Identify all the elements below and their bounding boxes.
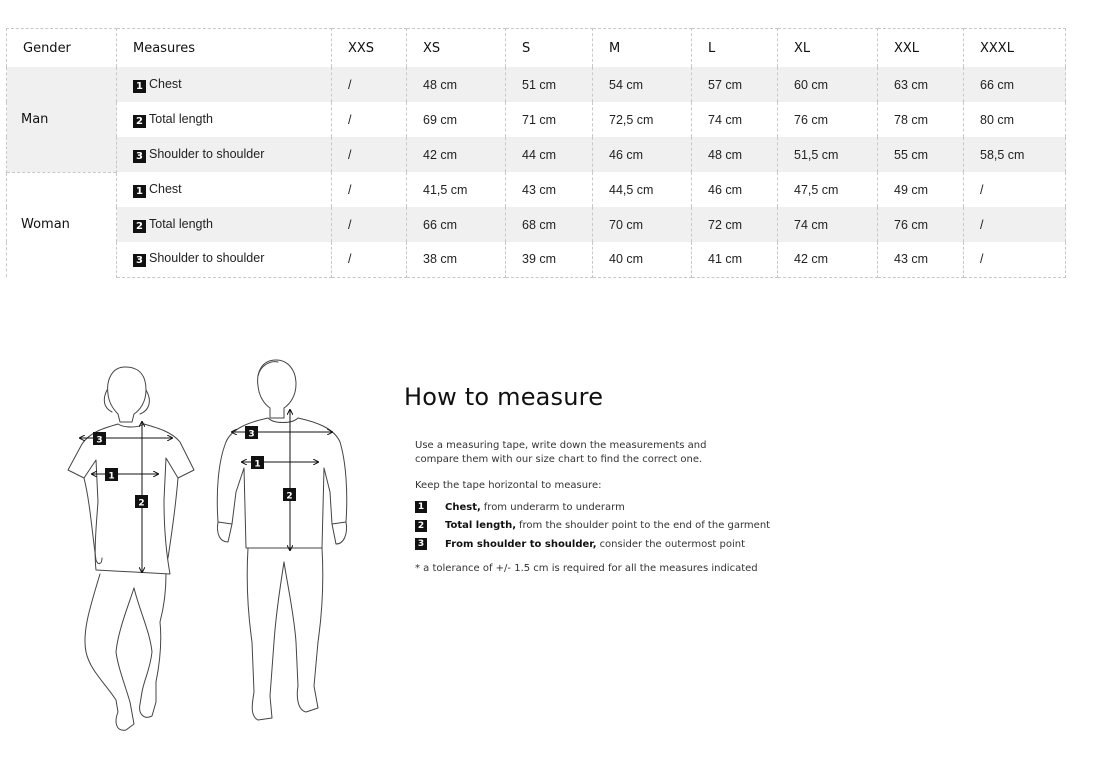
number-badge: 3: [133, 254, 146, 267]
table-cell: 43 cm: [878, 242, 964, 277]
table-cell: 38 cm: [407, 242, 506, 277]
number-badge: 2: [415, 520, 427, 532]
table-row: [7, 207, 1066, 242]
table-cell: 68 cm: [506, 207, 593, 242]
keep-horizontal-text: Keep the tape horizontal to measure:: [415, 480, 602, 491]
man-badge-2: [283, 488, 296, 502]
table-cell: 41,5 cm: [407, 172, 506, 207]
how-to-measure-section: [404, 383, 824, 576]
header-size-m: M: [593, 29, 692, 68]
tolerance-note: * a tolerance of +/- 1.5 cm is required for all the measures indicated: [415, 562, 758, 574]
header-size-xs: XS: [407, 29, 506, 68]
measure-name: Total length: [149, 111, 213, 126]
header-size-xxxl: XXXL: [964, 29, 1066, 68]
measurement-illustration: [60, 352, 360, 742]
table-cell: 78 cm: [878, 102, 964, 137]
table-cell: 60 cm: [778, 67, 878, 102]
instruction-term: Total length,: [445, 520, 516, 532]
woman-badge-2: [135, 495, 148, 509]
man-figure: [217, 360, 346, 720]
instruction-desc: consider the outermost point: [599, 538, 746, 550]
table-header-row: [7, 29, 1066, 68]
measure-name: Chest: [149, 181, 182, 196]
table-cell: 54 cm: [593, 67, 692, 102]
table-cell: 80 cm: [964, 102, 1066, 137]
measure-name: Chest: [149, 76, 182, 91]
man-badge-1: [251, 456, 264, 470]
measure-name: Shoulder to shoulder: [149, 251, 265, 266]
svg-text:3: 3: [96, 435, 103, 446]
table-row: [7, 137, 1066, 172]
table-cell: /: [964, 242, 1066, 277]
table-cell: 46 cm: [692, 172, 778, 207]
table-cell: /: [332, 137, 407, 172]
header-size-xxl: XXL: [878, 29, 964, 68]
number-badge: 1: [133, 80, 146, 93]
svg-text:3: 3: [248, 429, 255, 440]
table-cell: 57 cm: [692, 67, 778, 102]
woman-figure: [68, 367, 194, 730]
table-cell: 74 cm: [778, 207, 878, 242]
number-badge: 3: [133, 150, 146, 163]
table-cell: 46 cm: [593, 137, 692, 172]
instruction-desc: from underarm to underarm: [483, 501, 625, 513]
gender-man: Man: [7, 67, 117, 172]
intro-line: compare them with our size chart to find the correct one.: [415, 454, 703, 465]
measure-label: [117, 102, 332, 137]
table-cell: 69 cm: [407, 102, 506, 137]
instruction-item-chest: [415, 498, 824, 517]
header-size-l: L: [692, 29, 778, 68]
table-cell: 43 cm: [506, 172, 593, 207]
how-to-measure-body: [404, 439, 824, 576]
header-size-s: S: [506, 29, 593, 68]
table-cell: 44 cm: [506, 137, 593, 172]
table-row: [7, 172, 1066, 207]
table-cell: /: [332, 172, 407, 207]
man-badge-3: [245, 426, 258, 440]
header-size-xl: XL: [778, 29, 878, 68]
header-measures: Measures: [117, 29, 332, 68]
intro-text: [415, 439, 824, 467]
table-cell: 49 cm: [878, 172, 964, 207]
svg-text:1: 1: [254, 459, 261, 470]
instruction-desc: from the shoulder point to the end of the garment: [519, 520, 771, 532]
instruction-item-shoulder: [415, 535, 824, 554]
measure-name: Shoulder to shoulder: [149, 146, 265, 161]
number-badge: 2: [133, 115, 146, 128]
measure-label: [117, 242, 332, 277]
table-cell: /: [332, 67, 407, 102]
table-cell: 42 cm: [778, 242, 878, 277]
number-badge: 1: [415, 501, 427, 513]
gender-woman: Woman: [7, 172, 117, 277]
table-cell: 51 cm: [506, 67, 593, 102]
table-cell: /: [332, 242, 407, 277]
measure-label: [117, 207, 332, 242]
table-cell: 58,5 cm: [964, 137, 1066, 172]
header-size-xxs: XXS: [332, 29, 407, 68]
table-row: [7, 102, 1066, 137]
table-cell: 39 cm: [506, 242, 593, 277]
table-cell: 66 cm: [407, 207, 506, 242]
header-gender: Gender: [7, 29, 117, 68]
measure-name: Total length: [149, 216, 213, 231]
table-cell: 76 cm: [878, 207, 964, 242]
how-to-measure-title: How to measure: [404, 383, 604, 411]
table-cell: 42 cm: [407, 137, 506, 172]
woman-badge-3: [93, 432, 106, 446]
table-cell: 48 cm: [407, 67, 506, 102]
table-cell: 51,5 cm: [778, 137, 878, 172]
measure-label: [117, 172, 332, 207]
table-cell: 55 cm: [878, 137, 964, 172]
table-cell: 74 cm: [692, 102, 778, 137]
size-chart-table: [6, 28, 1066, 278]
table-cell: 41 cm: [692, 242, 778, 277]
intro-line: Use a measuring tape, write down the measurements and: [415, 440, 707, 451]
table-cell: 72 cm: [692, 207, 778, 242]
table-cell: 63 cm: [878, 67, 964, 102]
table-cell: 72,5 cm: [593, 102, 692, 137]
woman-badge-1: [105, 468, 118, 482]
table-row: [7, 242, 1066, 277]
table-cell: 40 cm: [593, 242, 692, 277]
number-badge: 1: [133, 185, 146, 198]
table-cell: /: [332, 207, 407, 242]
table-cell: /: [964, 207, 1066, 242]
table-cell: 48 cm: [692, 137, 778, 172]
number-badge: 2: [133, 220, 146, 233]
measure-label: [117, 67, 332, 102]
instruction-item-total-length: [415, 517, 824, 536]
svg-text:2: 2: [286, 491, 293, 502]
instruction-term: Chest,: [445, 501, 481, 513]
table-cell: /: [964, 172, 1066, 207]
svg-text:1: 1: [108, 471, 115, 482]
instruction-term: From shoulder to shoulder,: [445, 538, 597, 550]
measure-label: [117, 137, 332, 172]
table-cell: 66 cm: [964, 67, 1066, 102]
number-badge: 3: [415, 538, 427, 550]
svg-text:2: 2: [138, 498, 145, 509]
table-cell: 44,5 cm: [593, 172, 692, 207]
table-cell: /: [332, 102, 407, 137]
table-row: [7, 67, 1066, 102]
table-cell: 71 cm: [506, 102, 593, 137]
table-cell: 47,5 cm: [778, 172, 878, 207]
table-cell: 70 cm: [593, 207, 692, 242]
table-cell: 76 cm: [778, 102, 878, 137]
